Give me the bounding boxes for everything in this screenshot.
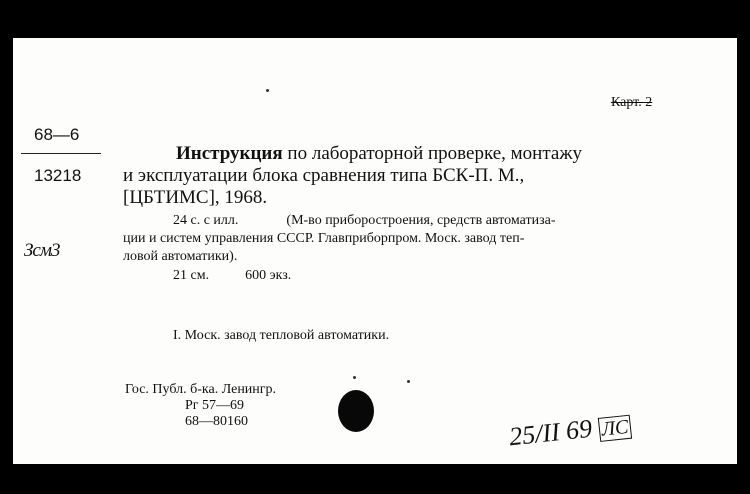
classification-number: 68—6 — [34, 125, 80, 144]
accession-number: 13218 — [34, 166, 82, 185]
speck — [407, 380, 410, 383]
handwritten-boxed: ЛС — [597, 415, 632, 442]
handwritten-date: 25/II 69 — [507, 413, 594, 452]
speck — [266, 89, 269, 92]
physical-description — [173, 268, 291, 284]
divider-line — [21, 153, 101, 154]
title-line-3: [ЦБТИМС], 1968. — [123, 187, 268, 208]
copies: 600 экз. — [245, 268, 292, 283]
title-rest: по лабораторной проверке, монтажу — [282, 143, 582, 164]
pages: 24 с. с илл. — [173, 213, 239, 228]
title-bold: Инструкция — [176, 143, 283, 164]
handwritten-inventory — [508, 410, 633, 453]
title-line-1 — [176, 143, 582, 165]
ink-stamp — [338, 390, 374, 432]
series-line-1: (М-во приборостроения, средств автоматиза- — [286, 213, 556, 228]
library-line-3: 68—80160 — [185, 414, 248, 429]
library-line-2: Рг 57—69 — [185, 398, 245, 413]
title-line-2: и эксплуатации блока сравнения типа БСК-П. М., — [123, 165, 525, 186]
speck — [353, 376, 356, 379]
catalog-card — [13, 38, 737, 464]
card-number: Карт. 2 — [611, 95, 653, 110]
description-line-1 — [173, 213, 556, 229]
size: 21 см. — [173, 268, 210, 283]
handwritten-mark: Зсм3 — [24, 240, 60, 261]
series-line-3: ловой автоматики). — [123, 249, 238, 264]
series-line-2: ции и систем управления СССР. Главприборпром. Моск. завод теп- — [123, 231, 525, 246]
tracing-entry: I. Моск. завод тепловой автоматики. — [173, 328, 390, 343]
library-line-1: Гос. Публ. б-ка. Ленингр. — [125, 382, 277, 397]
